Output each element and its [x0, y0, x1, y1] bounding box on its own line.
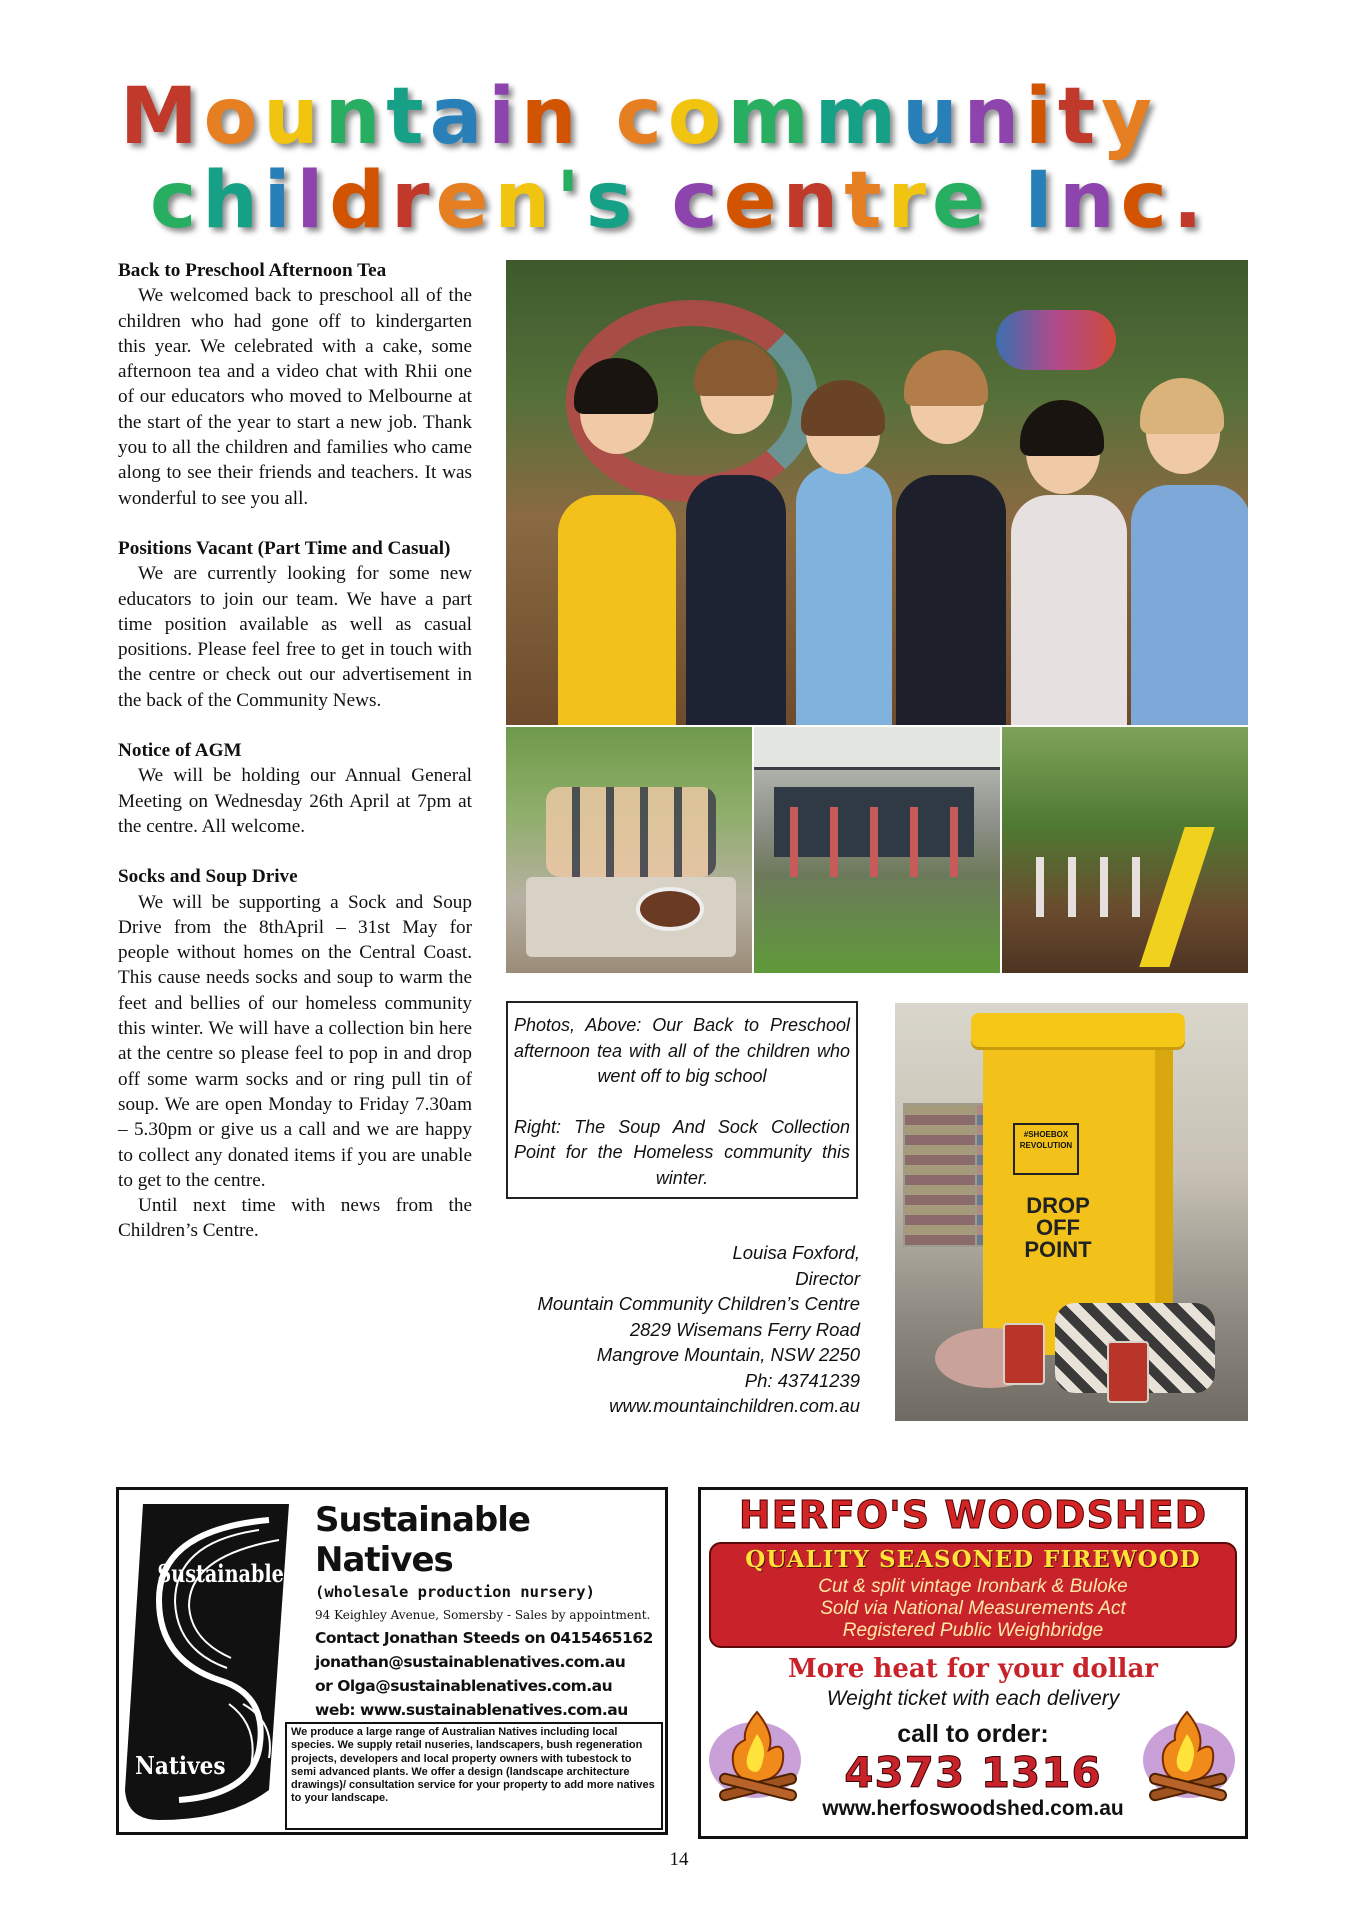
ad-web[interactable]: web: www.sustainablenatives.com.au	[315, 1701, 628, 1719]
masthead-letter: l	[296, 156, 330, 246]
masthead-letter: i	[263, 156, 297, 246]
masthead-letter: y	[1101, 72, 1159, 162]
masthead-letter: e	[931, 156, 991, 246]
article-notice-of-agm	[118, 738, 472, 839]
ad-email-1[interactable]: jonathan@sustainablenatives.com.au	[315, 1653, 626, 1671]
masthead-letter: n	[324, 72, 387, 162]
child-figure	[796, 465, 892, 725]
masthead-letter: i	[488, 72, 521, 162]
article-back-to-preschool	[118, 258, 472, 511]
balls-prop	[996, 310, 1116, 370]
campfire-icon	[705, 1704, 815, 1804]
photo-caption-box	[506, 1001, 858, 1199]
masthead	[120, 72, 1260, 248]
masthead-letter: r	[391, 156, 436, 246]
masthead-letter: h	[202, 156, 264, 246]
ad-sustainable-natives	[116, 1487, 668, 1835]
masthead-letter: e	[435, 156, 495, 246]
table-prop	[526, 877, 736, 957]
ad-call: call to order:	[897, 1720, 1049, 1748]
soup-can	[1107, 1341, 1149, 1403]
article-body: We welcomed back to preschool all of the children who had gone off to kindergarten this year. We celebrated with a cake, some afternoon tea and a video chat with Rhii one of our educators who moved to Melbourne at the start of the year to start a new job. Thank you to all the children and families who came along to see their friends and teachers. It was wonderful to see you all.	[118, 285, 472, 509]
masthead-letter: t	[1057, 72, 1102, 162]
ad-quality: QUALITY SEASONED FIREWOOD	[745, 1546, 1201, 1573]
article-heading: Positions Vacant (Part Time and Casual)	[118, 537, 451, 559]
bin-label: #SHOEBOX REVOLUTION	[1013, 1123, 1079, 1175]
masthead-letter: m	[727, 72, 815, 162]
masthead-letter: n	[1059, 156, 1121, 246]
masthead-letter: t	[386, 72, 430, 162]
sustainable-natives-details	[315, 1500, 665, 1722]
masthead-letter: c	[615, 72, 668, 162]
signature-name: Louisa Foxford,	[732, 1242, 860, 1263]
page-number: 14	[669, 1849, 689, 1870]
bin-lid	[971, 1013, 1185, 1047]
ad-heat: More heat for your dollar	[788, 1654, 1158, 1684]
children-playing	[1022, 857, 1152, 917]
masthead-letter: e	[723, 156, 783, 246]
signature-website[interactable]: www.mountainchildren.com.au	[609, 1395, 860, 1416]
signature-town: Mangrove Mountain, NSW 2250	[596, 1344, 860, 1365]
article-body: We will be supporting a Sock and Soup Drive from the 8thApril – 31st May for people without homes on the Central Coast. This cause needs socks and soup to warm the feet and bellies of our homeless community this winter. We will have a collection bin here at the centre so please feel to pop in and drop off some warm socks and or ring pull tin of soup. We are open Monday to Friday 7.30am – 5.30pm or give us a call and we are happy to collect any donated items if you are unable to get to the centre.	[118, 891, 472, 1191]
sustainable-natives-logo	[119, 1490, 295, 1832]
masthead-letter	[991, 156, 1024, 246]
masthead-letter: u	[902, 72, 964, 162]
article-column	[118, 258, 472, 1269]
masthead-letter: n	[494, 156, 557, 246]
cake-prop	[636, 887, 704, 931]
photo-collection-bin	[895, 1003, 1248, 1421]
noticeboard-prop	[903, 1103, 977, 1247]
ad-blurb: We produce a large range of Australian Natives including local species. We supply retail nuseries, landscapers, bush regeneration projects, developers and local property owners with tubestock to semi advanced plants. We offer a design (landscape architecture drawings)/ consultation service for your property to add more natives to your landscape.	[285, 1722, 663, 1830]
article-heading: Socks and Soup Drive	[118, 866, 298, 888]
child-figure	[1131, 485, 1248, 725]
masthead-line-1	[120, 72, 1260, 162]
ad-title: Sustainable Natives	[315, 1500, 530, 1580]
masthead-letter	[638, 156, 671, 246]
masthead-line-2	[120, 156, 1260, 246]
masthead-letter: .	[1172, 156, 1209, 246]
signature-phone: Ph: 43741239	[744, 1369, 860, 1391]
ad-weight: Weight ticket with each delivery	[826, 1687, 1120, 1710]
logo-bottom-text: Natives	[135, 1752, 226, 1781]
ad-line-1: Cut & split vintage Ironbark & Buloke	[818, 1576, 1128, 1597]
article-body: We are currently looking for some new educators to join our team. We have a part time position available as well as casual positions. Please feel free to get in touch with the centre or check out our advertisement in the back of the Community News.	[118, 563, 472, 711]
children-group	[546, 787, 716, 877]
signature-title: Director	[795, 1267, 860, 1289]
bin-drop-off-text: DROP OFF POINT	[1024, 1193, 1092, 1262]
caption-above: Photos, Above: Our Back to Preschool afternoon tea with all of the children who went off to big school	[514, 1015, 850, 1086]
people-group	[774, 807, 974, 877]
ad-herfos-woodshed	[698, 1487, 1248, 1839]
ad-subtitle: (wholesale production nursery)	[315, 1583, 595, 1601]
masthead-letter: c	[150, 156, 203, 246]
masthead-letter: M	[120, 72, 204, 162]
masthead-letter: n	[963, 72, 1026, 162]
masthead-letter: I	[1024, 156, 1060, 246]
group-photo-children	[506, 260, 1248, 725]
masthead-letter: o	[203, 72, 264, 162]
article-heading: Notice of AGM	[118, 740, 242, 762]
masthead-letter: m	[814, 72, 903, 162]
signature-org: Mountain Community Children’s Centre	[537, 1293, 860, 1314]
child-figure	[686, 475, 786, 725]
child-hair	[1020, 400, 1104, 456]
masthead-letter: '	[556, 156, 586, 246]
photo-afternoon-tea	[506, 727, 752, 973]
masthead-letter: n	[782, 156, 845, 246]
masthead-letter: t	[844, 156, 888, 246]
ad-red-panel	[709, 1542, 1237, 1648]
masthead-letter: o	[667, 72, 728, 162]
child-hair	[1140, 378, 1224, 434]
ad-title: HERFO'S WOODSHED	[738, 1493, 1208, 1537]
ad-url[interactable]: www.herfoswoodshed.com.au	[822, 1797, 1124, 1820]
masthead-letter: i	[1025, 72, 1058, 162]
photo-building-gathering	[754, 727, 1000, 973]
ad-line-2: Sold via National Measurements Act	[820, 1598, 1126, 1619]
caption-right: Right: The Soup And Sock Collection Point for the Homeless community this winter.	[514, 1116, 850, 1188]
masthead-letter: d	[329, 156, 392, 246]
ad-line-3: Registered Public Weighbridge	[842, 1620, 1104, 1641]
photo-playground	[1002, 727, 1248, 973]
child-figure	[558, 495, 676, 725]
article-closing: Until next time with news from the Children’s Centre.	[118, 1195, 472, 1242]
article-socks-and-soup	[118, 864, 472, 1243]
article-positions-vacant	[118, 536, 472, 713]
article-body: We will be holding our Annual General Meeting on Wednesday 26th April at 7pm at the centre. All welcome.	[118, 765, 472, 837]
roof-prop	[754, 727, 1000, 770]
logo-top-text: Sustainable	[157, 1561, 284, 1589]
article-heading: Back to Preschool Afternoon Tea	[118, 260, 387, 281]
masthead-letter: c	[1120, 156, 1173, 246]
child-figure	[896, 475, 1006, 725]
masthead-letter: r	[887, 156, 932, 246]
ad-address: 94 Keighley Avenue, Somersby - Sales by appointment.	[315, 1608, 651, 1622]
masthead-letter	[583, 72, 616, 162]
masthead-letter: s	[585, 156, 639, 246]
ad-email-2[interactable]: or Olga@sustainablenatives.com.au	[315, 1677, 613, 1695]
campfire-icon	[1131, 1704, 1241, 1804]
soup-can	[1003, 1323, 1045, 1385]
child-hair	[904, 350, 988, 406]
ad-phone[interactable]: 4373 1316	[844, 1748, 1102, 1797]
masthead-letter: n	[520, 72, 583, 162]
ad-contact: Contact Jonathan Steeds on 0415465162	[315, 1629, 653, 1647]
masthead-letter: a	[429, 72, 489, 162]
masthead-letter: c	[671, 156, 724, 246]
signature-street: 2829 Wisemans Ferry Road	[629, 1318, 860, 1340]
child-figure	[1011, 495, 1127, 725]
masthead-letter: u	[263, 72, 325, 162]
director-signature	[500, 1240, 860, 1419]
